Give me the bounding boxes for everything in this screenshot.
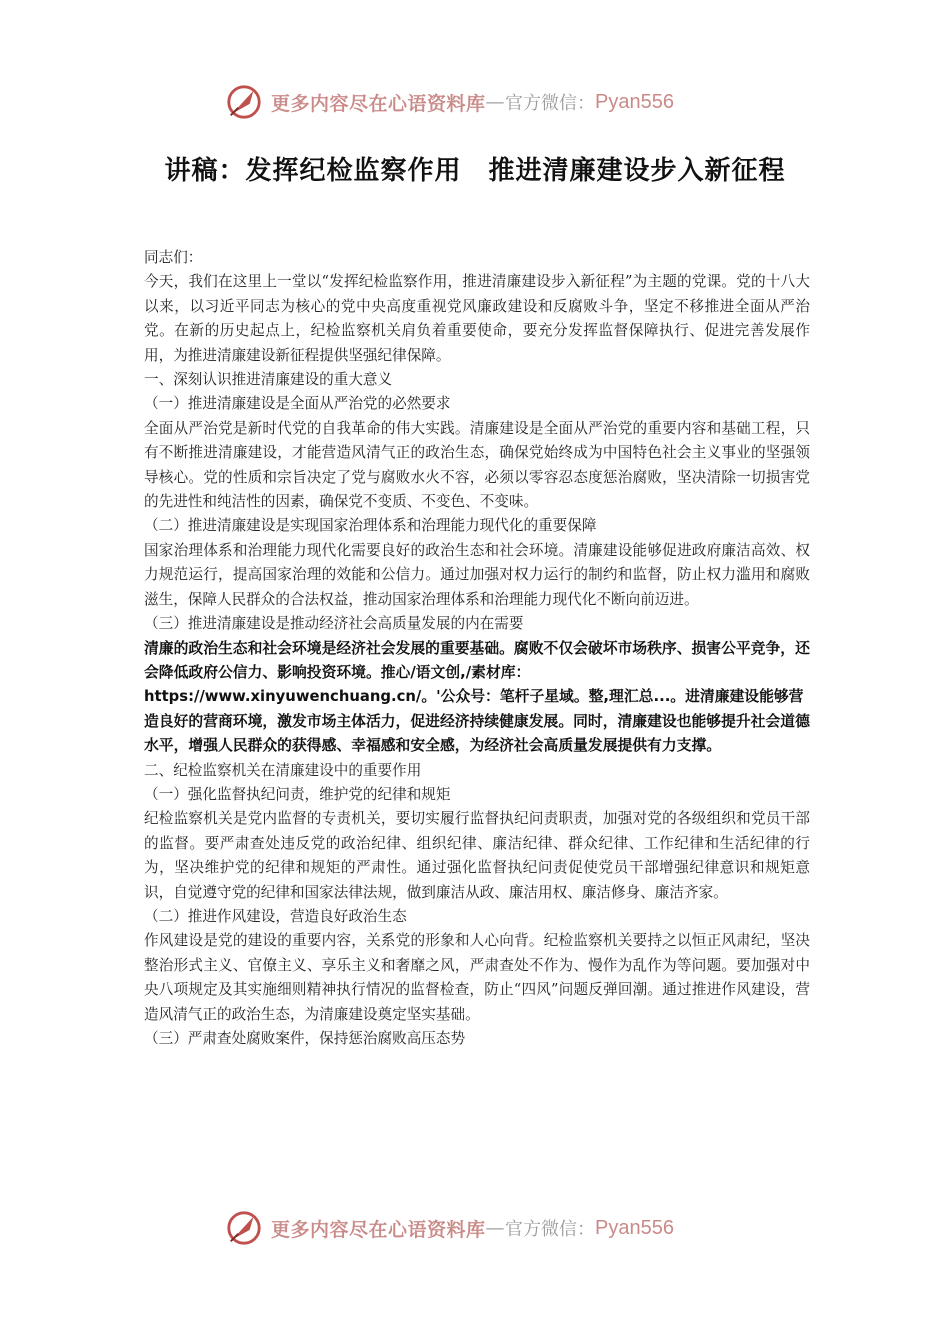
banner-main-text: 更多内容尽在心语资料库 bbox=[271, 1218, 486, 1241]
body-paragraph: 全面从严治党是新时代党的自我革命的伟大实践。清廉建设是全面从严治党的重要内容和基础工程，只有不断推进清廉建设，才能营造风清气正的政治生态，确保党始终成为中国特色社会主义事业的坚强领导核心。党的性质和宗旨决定了党与腐败水火不容，必须以零容忍态度惩治腐败，坚决清除一切损害党的先进性和纯洁性的因素，确保党不变质、不变色、不变味。 bbox=[144, 419, 810, 511]
section-heading: （三）推进清廉建设是推动经济社会高质量发展的内在需要 bbox=[144, 615, 524, 633]
banner-separator: — bbox=[485, 91, 506, 113]
banner-main-text: 更多内容尽在心语资料库 bbox=[271, 92, 486, 115]
body-paragraph: 清廉的政治生态和社会环境是经济社会发展的重要基础。腐败不仅会破坏市场秩序、损害公平竞争，还会降低政府公信力、影响投资环境。推心/语文创,/素材库：https://www.xinyuwenchuang.cn/。'公众号：笔杆子星域。整,理汇总...。进清廉建设能够营造良好的营商环境，激发市场主体活力，促进经济持续健康发展。同时，清廉建设也能够提升社会道德水平，增强人民群众的获得感、幸福感和安全感，为经济社会高质量发展提供有力支撑。 bbox=[144, 639, 810, 755]
footer-banner bbox=[225, 1208, 745, 1248]
document-body bbox=[144, 246, 810, 1051]
body-paragraph: 纪检监察机关是党内监督的专责机关，要切实履行监督执纪问责职责，加强对党的各级组织和党员干部的监督。要严肃查处违反党的政治纪律、组织纪律、廉洁纪律、群众纪律、工作纪律和生活纪律的行为，坚决维护党的纪律和规矩的严肃性。通过强化监督执纪问责促使党员干部增强纪律意识和规矩意识，自觉遵守党的纪律和国家法律法规，做到廉洁从政、廉洁用权、廉洁修身、廉洁齐家。 bbox=[144, 810, 810, 901]
section-heading: 一、深刻认识推进清廉建设的重大意义 bbox=[144, 371, 393, 389]
header-banner bbox=[225, 82, 745, 122]
banner-wechat-id: Pyan556 bbox=[595, 90, 674, 113]
banner-wechat-label: 官方微信： bbox=[505, 93, 596, 114]
banner-separator: — bbox=[485, 1217, 506, 1239]
section-heading: （二）推进作风建设，营造良好政治生态 bbox=[144, 907, 407, 925]
section-heading: （二）推进清廉建设是实现国家治理体系和治理能力现代化的重要保障 bbox=[144, 517, 597, 535]
quill-logo-icon bbox=[225, 1209, 263, 1247]
salutation: 同志们： bbox=[144, 249, 203, 266]
banner-wechat-label: 官方微信： bbox=[505, 1219, 596, 1240]
body-paragraph: 国家治理体系和治理能力现代化需要良好的政治生态和社会环境。清廉建设能够促进政府廉洁高效、权力规范运行，提高国家治理的效能和公信力。通过加强对权力运行的制约和监督，防止权力滥用和腐败滋生，保障人民群众的合法权益，推动国家治理体系和治理能力现代化不断向前迈进。 bbox=[144, 541, 810, 608]
body-paragraph: 作风建设是党的建设的重要内容，关系党的形象和人心向背。纪检监察机关要持之以恒正风肃纪，坚决整治形式主义、官僚主义、享乐主义和奢靡之风，严肃查处不作为、慢作为乱作为等问题。要加强对中央八项规定及其实施细则精神执行情况的监督检查，防止“四风”问题反弹回潮。通过推进作风建设，营造风清气正的政治生态，为清廉建设奠定坚实基础。 bbox=[144, 932, 810, 1023]
page-title: 讲稿：发挥纪检监察作用 推进清廉建设步入新征程 bbox=[164, 156, 786, 186]
quill-logo-icon bbox=[225, 83, 263, 121]
section-heading: 二、纪检监察机关在清廉建设中的重要作用 bbox=[144, 761, 422, 779]
banner-wechat-id: Pyan556 bbox=[595, 1216, 674, 1239]
section-heading: （三）严肃查处腐败案件，保持惩治腐败高压态势 bbox=[144, 1030, 466, 1047]
body-paragraph: 今天，我们在这里上一堂以“发挥纪检监察作用，推进清廉建设步入新征程”为主题的党课。党的十八大以来，以习近平同志为核心的党中央高度重视党风廉政建设和反腐败斗争，坚定不移推进全面从严治党。在新的历史起点上，纪检监察机关肩负着重要使命，要充分发挥监督保障执行、促进完善发展作用，为推进清廉建设新征程提供坚强纪律保障。 bbox=[144, 273, 810, 364]
section-heading: （一）推进清廉建设是全面从严治党的必然要求 bbox=[144, 395, 451, 413]
section-heading: （一）强化监督执纪问责，维护党的纪律和规矩 bbox=[144, 785, 451, 803]
